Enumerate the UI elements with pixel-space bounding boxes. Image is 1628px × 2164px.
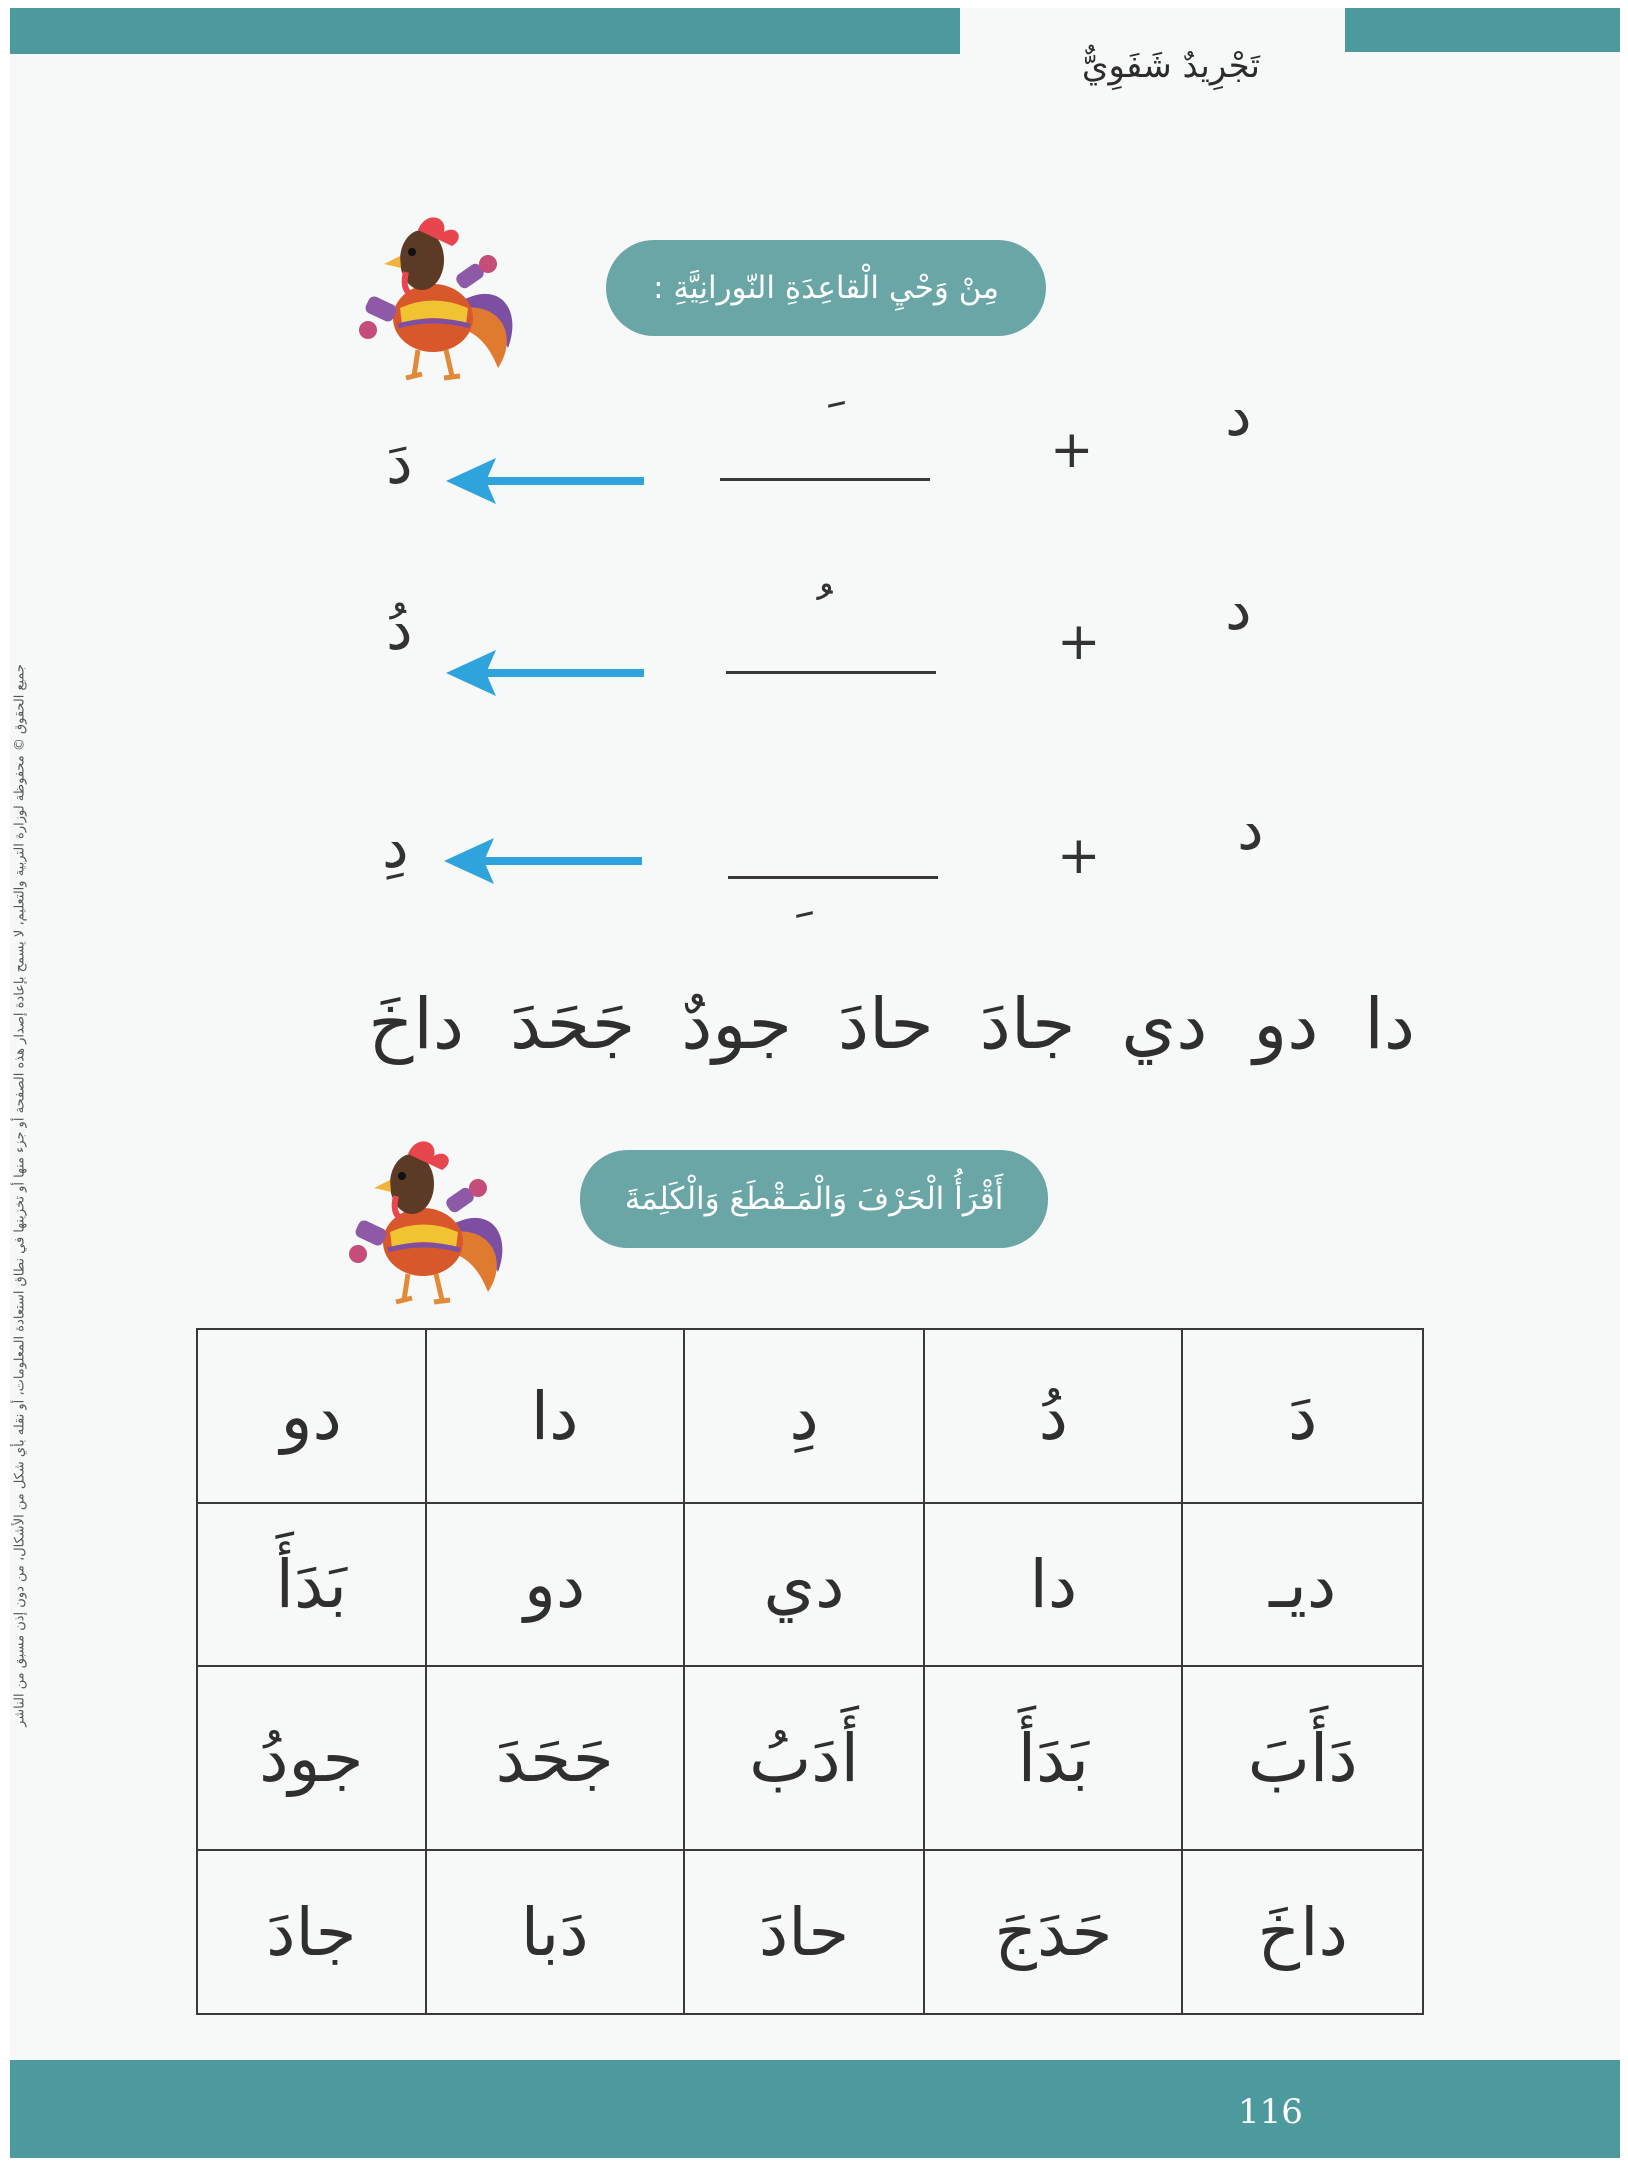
arrow-left-icon: [444, 456, 650, 506]
page-title: تَجْرِيدٌ شَفَوِيٌّ: [1081, 46, 1260, 86]
table-cell: دو: [426, 1503, 684, 1666]
result-dal-damma: دُ: [386, 594, 413, 664]
table-cell: دَ: [1182, 1329, 1423, 1503]
arrow-left-icon: [444, 648, 650, 698]
section-banner-read: أَقْرَأُ الْحَرْفَ وَالْمَـقْطَعَ وَالْكَلِمَةَ: [580, 1150, 1048, 1248]
table-row: [197, 1329, 1423, 1503]
table-cell: دو: [197, 1329, 426, 1503]
letter-dal: د: [1225, 380, 1252, 450]
syllable: جودٌ: [681, 983, 792, 1065]
reading-table: [196, 1328, 1424, 2015]
table-cell: دا: [924, 1503, 1182, 1666]
page-number: 116: [1238, 2092, 1303, 2132]
footer-band: [10, 2060, 1620, 2158]
section-banner-nuraniya: مِنْ وَحْيِ الْقاعِدَةِ النّورانِيَّةِ :: [606, 240, 1046, 336]
plus-sign: +: [1050, 420, 1094, 480]
rooster-mascot-icon: [338, 1132, 518, 1312]
table-cell: دا: [426, 1329, 684, 1503]
table-cell: بَدَأَ: [197, 1503, 426, 1666]
result-dal-kasra: دِ: [382, 812, 409, 882]
syllable: جَحَدَ: [510, 983, 636, 1065]
plus-sign: +: [1057, 612, 1101, 672]
table-cell: جودُ: [197, 1666, 426, 1850]
table-row: [197, 1666, 1423, 1850]
table-cell: حادَ: [684, 1850, 925, 2014]
table-cell: دَبا: [426, 1850, 684, 2014]
table-row: [197, 1503, 1423, 1666]
syllable-row: [368, 983, 1415, 1065]
table-row: [197, 1850, 1423, 2014]
rooster-mascot-icon: [348, 208, 528, 388]
blank-line: [728, 876, 938, 879]
table-cell: دَأَبَ: [1182, 1666, 1423, 1850]
header-band-right: [1345, 8, 1620, 52]
copyright-note: جميع الحقوق © محفوظة لوزارة التربية والتعليم، لا يسمح بإعادة إصدار هذه الصفحة أو جزء منها أو تخزينها في نطاق استعادة المعلومات، أو نقله بأي شكل من الأشكال، من دون إذن مسبق من الناشر: [12, 664, 28, 1727]
table-cell: جادَ: [197, 1850, 426, 2014]
table-cell: داخَ: [1182, 1850, 1423, 2014]
syllable: داخَ: [368, 983, 465, 1065]
table-cell: دِ: [684, 1329, 925, 1503]
header-band-left: [10, 8, 960, 54]
table-cell: بَدَأَ: [924, 1666, 1182, 1850]
arrow-left-icon: [442, 836, 648, 886]
syllable: حادَ: [837, 983, 934, 1065]
blank-line: [720, 478, 930, 481]
blank-line: [726, 671, 936, 674]
table-cell: دي: [684, 1503, 925, 1666]
table-cell: أَدَبُ: [684, 1666, 925, 1850]
plus-sign: +: [1057, 826, 1101, 886]
syllable: دا: [1364, 983, 1415, 1065]
syllable: جادَ: [979, 983, 1076, 1065]
letter-dal: د: [1225, 574, 1252, 644]
table-cell: ديـ: [1182, 1503, 1423, 1666]
table-cell: حَدَجَ: [924, 1850, 1182, 2014]
syllable: دو: [1253, 983, 1319, 1065]
table-cell: جَحَدَ: [426, 1666, 684, 1850]
syllable: دي: [1121, 983, 1208, 1065]
table-cell: دُ: [924, 1329, 1182, 1503]
letter-dal: د: [1237, 794, 1264, 864]
workbook-page: [10, 8, 1620, 2158]
result-dal-fatha: دَ: [386, 428, 413, 498]
